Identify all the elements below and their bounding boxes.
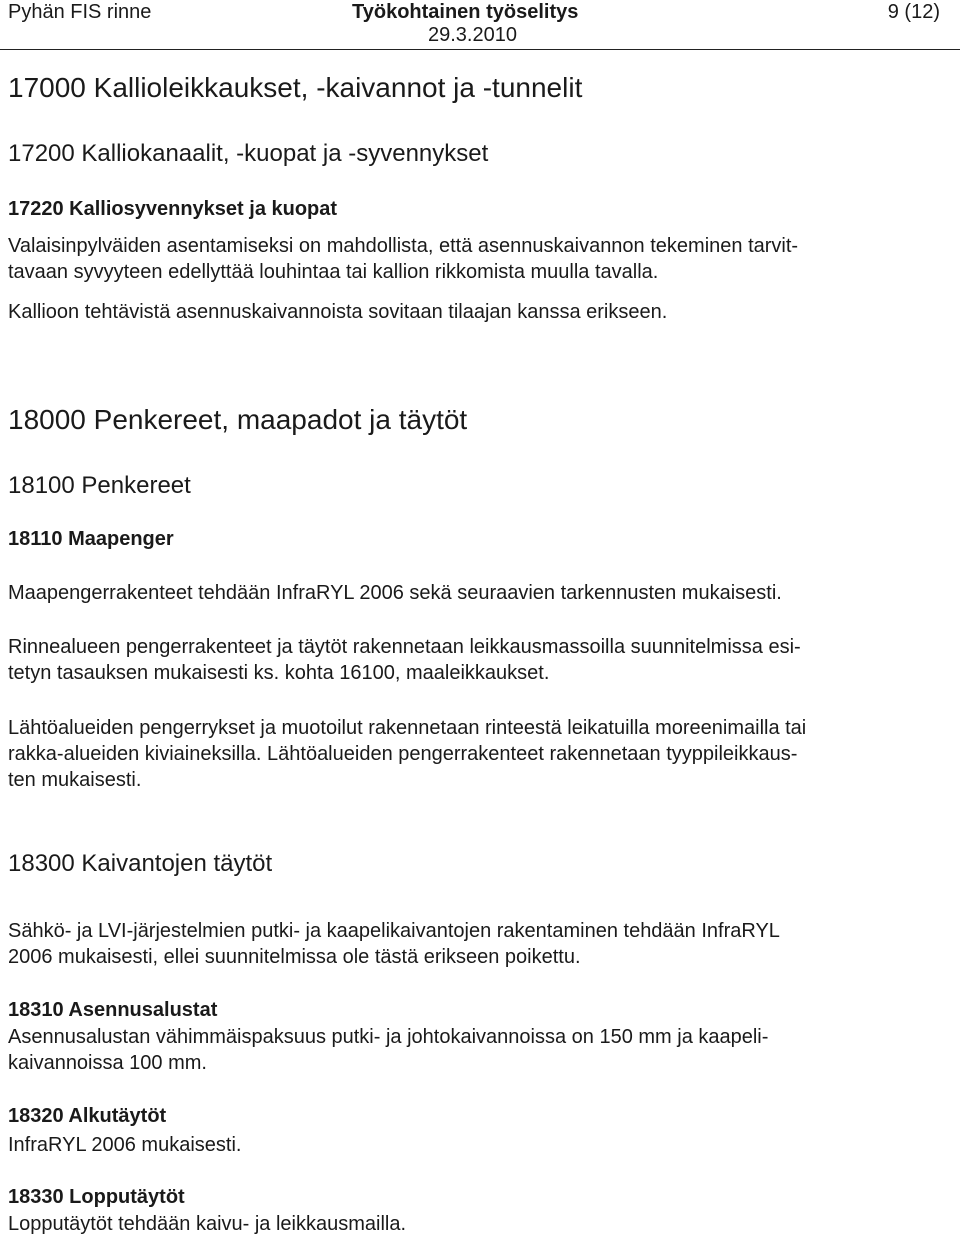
heading-18310: 18310 Asennusalustat: [8, 999, 218, 1021]
header-page-number: 9 (12): [887, 1, 940, 23]
paragraph-line: kaivannoissa 100 mm.: [8, 1052, 207, 1074]
paragraph-line: Valaisinpylväiden asentamiseksi on mahdollista, että asennuskaivannon tekeminen tarvit-: [8, 235, 799, 257]
header-date: 29.3.2010: [428, 24, 517, 46]
paragraph-line: Rinnealueen pengerrakenteet ja täytöt rakennetaan leikkausmassoilla suunnitelmissa esi-: [8, 636, 801, 658]
paragraph-17220-1: [8, 233, 798, 285]
paragraph-line: Lähtöalueiden pengerrykset ja muotoilut rakennetaan rinteestä leikatuilla moreenimailla tai: [8, 717, 807, 739]
header-document-title: Työkohtainen työselitys: [352, 1, 579, 23]
paragraph-line: Sähkö- ja LVI-järjestelmien putki- ja kaapelikaivantojen rakentaminen tehdään InfraRYL: [8, 920, 780, 942]
paragraph-line: tavaan syvyyteen edellyttää louhintaa tai kallion rikkomista muulla tavalla.: [8, 261, 659, 283]
paragraph-18110-1: Maapengerrakenteet tehdään InfraRYL 2006 sekä seuraavien tarkennusten mukaisesti.: [8, 582, 782, 604]
paragraph-line: 2006 mukaisesti, ellei suunnitelmissa ole tästä erikseen poikettu.: [8, 946, 581, 968]
paragraph-18310-1: [8, 1024, 768, 1076]
heading-17200: 17200 Kalliokanaalit, -kuopat ja -syvennykset: [8, 140, 489, 167]
header-divider: [0, 49, 960, 50]
paragraph-line: ten mukaisesti.: [8, 769, 142, 791]
page-header: [0, 0, 960, 52]
heading-18320: 18320 Alkutäytöt: [8, 1105, 167, 1127]
paragraph-line: rakka-alueiden kiviaineksilla. Lähtöalueiden pengerrakenteet rakennetaan tyyppileikkaus-: [8, 743, 798, 765]
heading-18330: 18330 Lopputäytöt: [8, 1186, 185, 1208]
paragraph-18110-2: [8, 634, 801, 686]
paragraph-line: Asennusalustan vähimmäispaksuus putki- ja johtokaivannoissa on 150 mm ja kaapeli-: [8, 1026, 769, 1048]
heading-18000: 18000 Penkereet, maapadot ja täytöt: [8, 404, 468, 435]
heading-18100: 18100 Penkereet: [8, 472, 191, 499]
heading-17000: 17000 Kallioleikkaukset, -kaivannot ja -tunnelit: [8, 72, 583, 103]
heading-18300: 18300 Kaivantojen täytöt: [8, 850, 273, 877]
paragraph-18300-1: [8, 918, 780, 970]
heading-17220: 17220 Kalliosyvennykset ja kuopat: [8, 198, 338, 220]
heading-18110: 18110 Maapenger: [8, 528, 174, 550]
paragraph-line: tetyn tasauksen mukaisesti ks. kohta 16100, maaleikkaukset.: [8, 662, 550, 684]
paragraph-18110-3: [8, 715, 806, 793]
header-project-name: Pyhän FIS rinne: [8, 1, 152, 23]
paragraph-18320-1: InfraRYL 2006 mukaisesti.: [8, 1134, 242, 1156]
paragraph-18330-1: Lopputäytöt tehdään kaivu- ja leikkausmailla.: [8, 1213, 407, 1235]
paragraph-17220-2: Kallioon tehtävistä asennuskaivannoista sovitaan tilaajan kanssa erikseen.: [8, 301, 668, 323]
